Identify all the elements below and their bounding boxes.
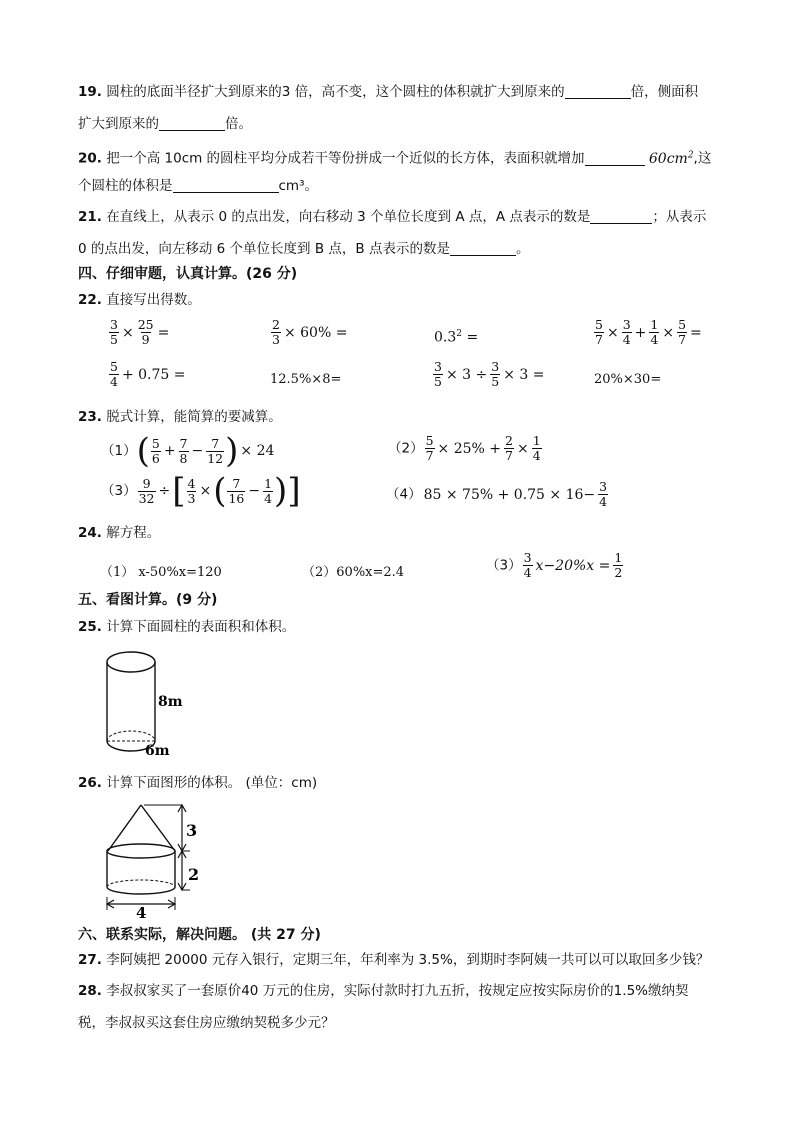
q19-blank-1[interactable] [565,84,631,99]
q20-value: $60cm^2$ [648,150,694,167]
cone-height-label: 3 [186,821,198,840]
q20-number: 20. [78,150,102,167]
q21-blank-2[interactable] [450,241,516,256]
q19-text-2: 倍，侧面积 [630,84,699,100]
section-4-title: 四、仔细审题，认真计算。(26 分) [78,266,298,282]
q23-item-1: （1）( $\frac{5}{6}$ + $\frac{7}{8}$ − $\frac{7}{12}$ ) × 24 [101,431,275,471]
q28-number: 28. [78,983,102,999]
q22-g: $\frac{3}{5}$ × 3 ÷ $\frac{3}{5}$ × 3 = [434,359,545,389]
q27-text: 李阿姨把 20000 元存入银行，定期三年，年利率为 3.5%，到期时李阿姨一共可以可以取回多少钱？ [106,952,710,968]
q24-equation-3: （3） $\frac{3}{4}$ x−20%x = $\frac{1}{2}$ [486,550,623,580]
q19-text-1: 圆柱的底面半径扩大到原来的3 倍，高不变，这个圆柱的体积就扩大到原来的 [106,84,565,100]
q19-text-4: 倍。 [225,116,252,132]
q22-e: $\frac{5}{4}$ + 0.75 = [110,359,186,389]
q26-title-text: 计算下面图形的体积。 (单位：cm) [106,775,318,791]
q23-item-3: （3） $\frac{9}{32}$ ÷[ $\frac{4}{3}$ ×( $\frac{7}{16}$ − $\frac{1}{4}$ )] [101,471,301,511]
q22-c: $0.3^2$ = [434,329,479,346]
q28-text-1: 李叔叔家买了一套原价40 万元的住房，实际付款时打九五折，按规定应按实际房价的1.5%缴纳契 [106,983,689,999]
q24-number: 24. [78,525,102,541]
q24-title-text: 解方程。 [106,525,161,541]
q21-text-4: 。 [515,241,530,257]
q25-number: 25. [78,619,102,635]
q20-blank-1[interactable] [585,151,645,166]
q22-b: $\frac{2}{3}$ × 60% = [272,317,348,347]
q20-text-1: 把一个高 10cm 的圆柱平均分成若干等份拼成一个近似的长方体，表面积就增加 [106,150,585,167]
q20-line1 [78,146,711,168]
q22-title-text: 直接写出得数。 [106,292,201,308]
q23-item-4: （4） 85 × 75% + 0.75 × 16− $\frac{3}{4}$ [386,479,608,509]
cylinder-diameter-label: 6m [145,743,170,759]
q19-number: 19. [78,84,102,100]
q27-number: 27. [78,952,102,968]
q25-title-text: 计算下面圆柱的表面积和体积。 [106,619,296,635]
q23-item-2: （2） $\frac{5}{7}$ × 25% + $\frac{2}{7}$ × $\frac{1}{4}$ [388,433,541,463]
q23-title-text: 脱式计算，能简算的要减算。 [106,409,282,425]
q22-number: 22. [78,292,102,308]
q21-text-1: 在直线上，从表示 0 的点出发，向右移动 3 个单位长度到 A 点，A 点表示的数是 [106,209,591,225]
q27 [78,951,709,969]
q24-equation-1: （1） x-50%x=120 [100,565,222,580]
section-6-title: 六、联系实际，解决问题。 (共 27 分) [78,927,321,943]
q21-text-2: ；从表示 [652,209,707,225]
q22-d: $\frac{5}{7}$ × $\frac{3}{4}$ + $\frac{1}{4}$ × $\frac{5}{7}$ = [595,317,702,347]
q24-title [78,524,160,542]
q20-line2 [78,177,318,195]
q25-title [78,618,295,636]
q19-blank-2[interactable] [159,116,225,131]
cone-cylinder-figure [100,800,215,920]
q19-line2 [78,115,252,133]
q20-text-4: cm³。 [278,178,318,194]
q24-equation-2: （2）60%x=2.4 [302,565,405,580]
q22-h: 20%×30= [594,372,662,387]
q21-line1 [78,208,706,226]
q26-title [78,774,317,792]
q19-text-3: 扩大到原来的 [78,116,159,132]
q26-number: 26. [78,775,102,791]
diameter-label: 4 [136,904,147,920]
cylinder-height-label: 2 [188,865,200,884]
section-5-title: 五、看图计算。(9 分) [78,592,218,608]
q21-blank-1[interactable] [590,209,652,224]
cylinder-figure [100,645,190,760]
cylinder-height-label: 8m [158,694,183,710]
q22-a: $\frac{3}{5}$ × $\frac{25}{9}$ = [110,317,170,347]
q20-text-3: 个圆柱的体积是 [78,178,173,194]
q28-line2: 税，李叔叔买这套住房应缴纳契税多少元？ [78,1015,335,1031]
q22-title [78,291,201,309]
q20-text-2: ,这 [693,150,712,167]
q28-line1 [78,982,688,1000]
q21-line2 [78,240,529,258]
q20-blank-2[interactable] [173,178,279,193]
q21-number: 21. [78,209,102,225]
q19-line1 [78,83,698,101]
q22-f: 12.5%×8= [270,372,342,387]
q21-text-3: 0 的点出发，向左移动 6 个单位长度到 B 点，B 点表示的数是 [78,241,450,257]
q23-number: 23. [78,409,102,425]
q23-title [78,408,282,426]
